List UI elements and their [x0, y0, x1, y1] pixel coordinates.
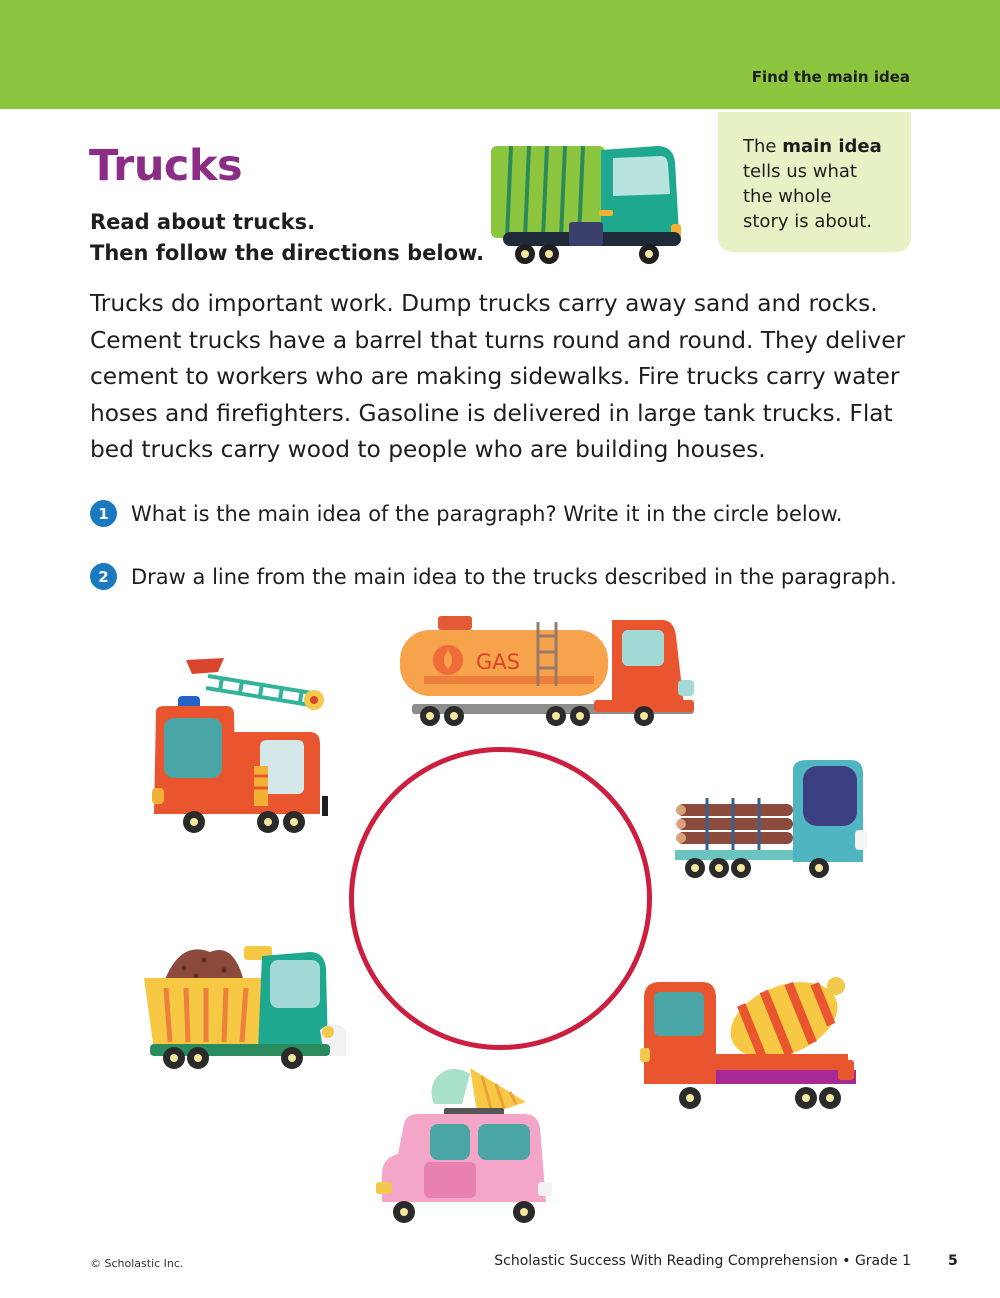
main-idea-tip-box [718, 112, 911, 252]
ice-cream-van-illustration [374, 1062, 554, 1230]
intro-line-1: Read about trucks. [90, 210, 316, 234]
fire-truck-illustration [148, 656, 328, 836]
passage-line-5: bed trucks carry wood to people who are building houses. [90, 436, 766, 464]
passage-line-4: hoses and firefighters. Gasoline is delivered in large tank trucks. Flat [90, 399, 893, 427]
tip-keyword: main idea [782, 136, 882, 157]
question-number-badge: 1 [90, 500, 117, 527]
page-number: 5 [948, 1253, 958, 1269]
gas-label: GAS [476, 650, 520, 674]
garbage-truck-illustration [489, 140, 684, 268]
header-band [0, 0, 1000, 109]
tank-truck-illustration [400, 614, 698, 728]
section-topic: Find the main idea [751, 68, 910, 86]
question-number-badge: 2 [90, 563, 117, 590]
page-title: Trucks [89, 141, 243, 191]
tip-line-4: story is about. [743, 211, 872, 232]
passage-line-2: Cement trucks have a barrel that turns round and round. They deliver [90, 326, 906, 354]
question-1 [90, 500, 842, 527]
footer-copyright: © Scholastic Inc. [90, 1257, 184, 1270]
tip-prefix: The [743, 136, 783, 157]
passage-line-1: Trucks do important work. Dump trucks carry away sand and rocks. [90, 290, 878, 317]
question-2 [90, 563, 897, 590]
tip-line-3: the whole [743, 186, 832, 207]
cement-truck-illustration [638, 968, 860, 1114]
tip-line-2: tells us what [743, 161, 857, 182]
passage-line-3: cement to workers who are making sidewalks. Fire trucks carry water [90, 363, 900, 391]
dump-truck-illustration [140, 938, 356, 1074]
intro-line-2: Then follow the directions below. [90, 241, 485, 265]
footer-book-title: Scholastic Success With Reading Comprehension • Grade 1 [494, 1253, 911, 1269]
intro-directions [90, 207, 484, 269]
main-idea-answer-circle[interactable] [349, 747, 652, 1050]
flatbed-truck-illustration [673, 758, 868, 884]
question-text: What is the main idea of the paragraph? Write it in the circle below. [131, 501, 843, 526]
question-text: Draw a line from the main idea to the trucks described in the paragraph. [131, 564, 897, 589]
reading-passage [90, 286, 920, 469]
